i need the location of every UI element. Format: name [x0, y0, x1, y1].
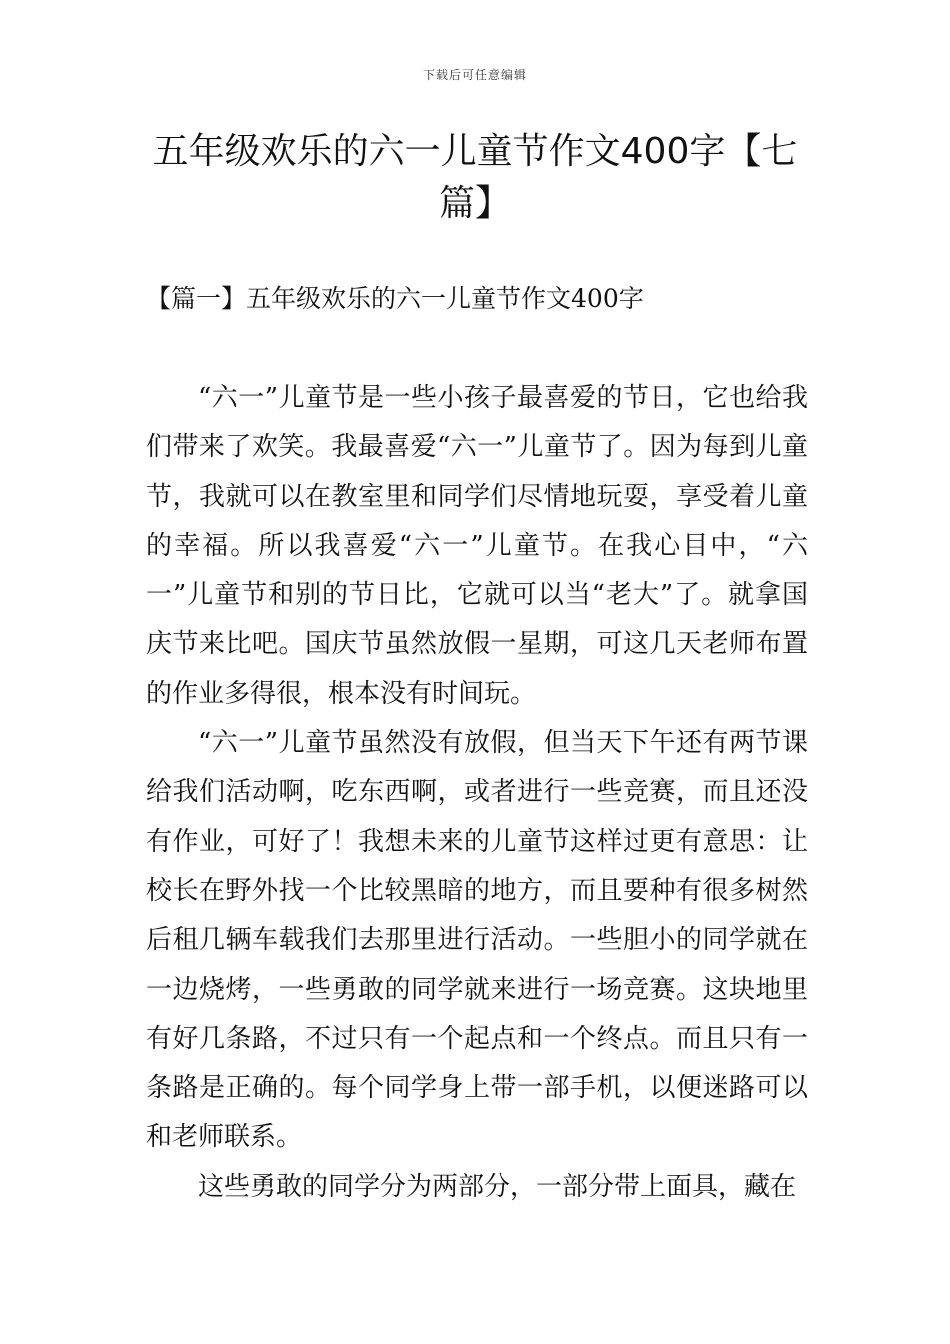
paragraph: 这些勇敢的同学分为两部分，一部分带上面具，藏在	[198, 1171, 797, 1202]
section-heading: 【篇一】五年级欢乐的六一儿童节作文400字	[146, 284, 644, 313]
article-body	[146, 374, 808, 1212]
document-title: 五年级欢乐的六一儿童节作文400字【七篇】	[152, 131, 798, 224]
header-note: 下载后可任意编辑	[422, 68, 527, 82]
paragraph: “六一”儿童节虽然没有放假，但当天下午还有两节课给我们活动啊，吃东西啊，或者进行一些竞赛，而且还没有作业，可好了！我想未来的儿童节这样过更有意思：让校长在野外找一个比较黑暗的地方，而且要种有很多树然后租几辆车载我们去那里进行活动。一些胆小的同学就在一边烧烤，一些勇敢的同学就来进行一场竞赛。这块地里有好几条路，不过只有一个起点和一个终点。而且只有一条路是正确的。每个同学身上带一部手机，以便迷路可以和老师联系。	[146, 728, 808, 1153]
paragraph: “六一”儿童节是一些小孩子最喜爱的节日，它也给我们带来了欢笑。我最喜爱“六一”儿童节了。因为每到儿童节，我就可以在教室里和同学们尽情地玩耍，享受着儿童的幸福。所以我喜爱“六一”儿童节。在我心目中，“六一”儿童节和别的节日比，它就可以当“老大”了。就拿国庆节来比吧。国庆节虽然放假一星期，可这几天老师布置的作业多得很，根本没有时间玩。	[146, 383, 808, 709]
